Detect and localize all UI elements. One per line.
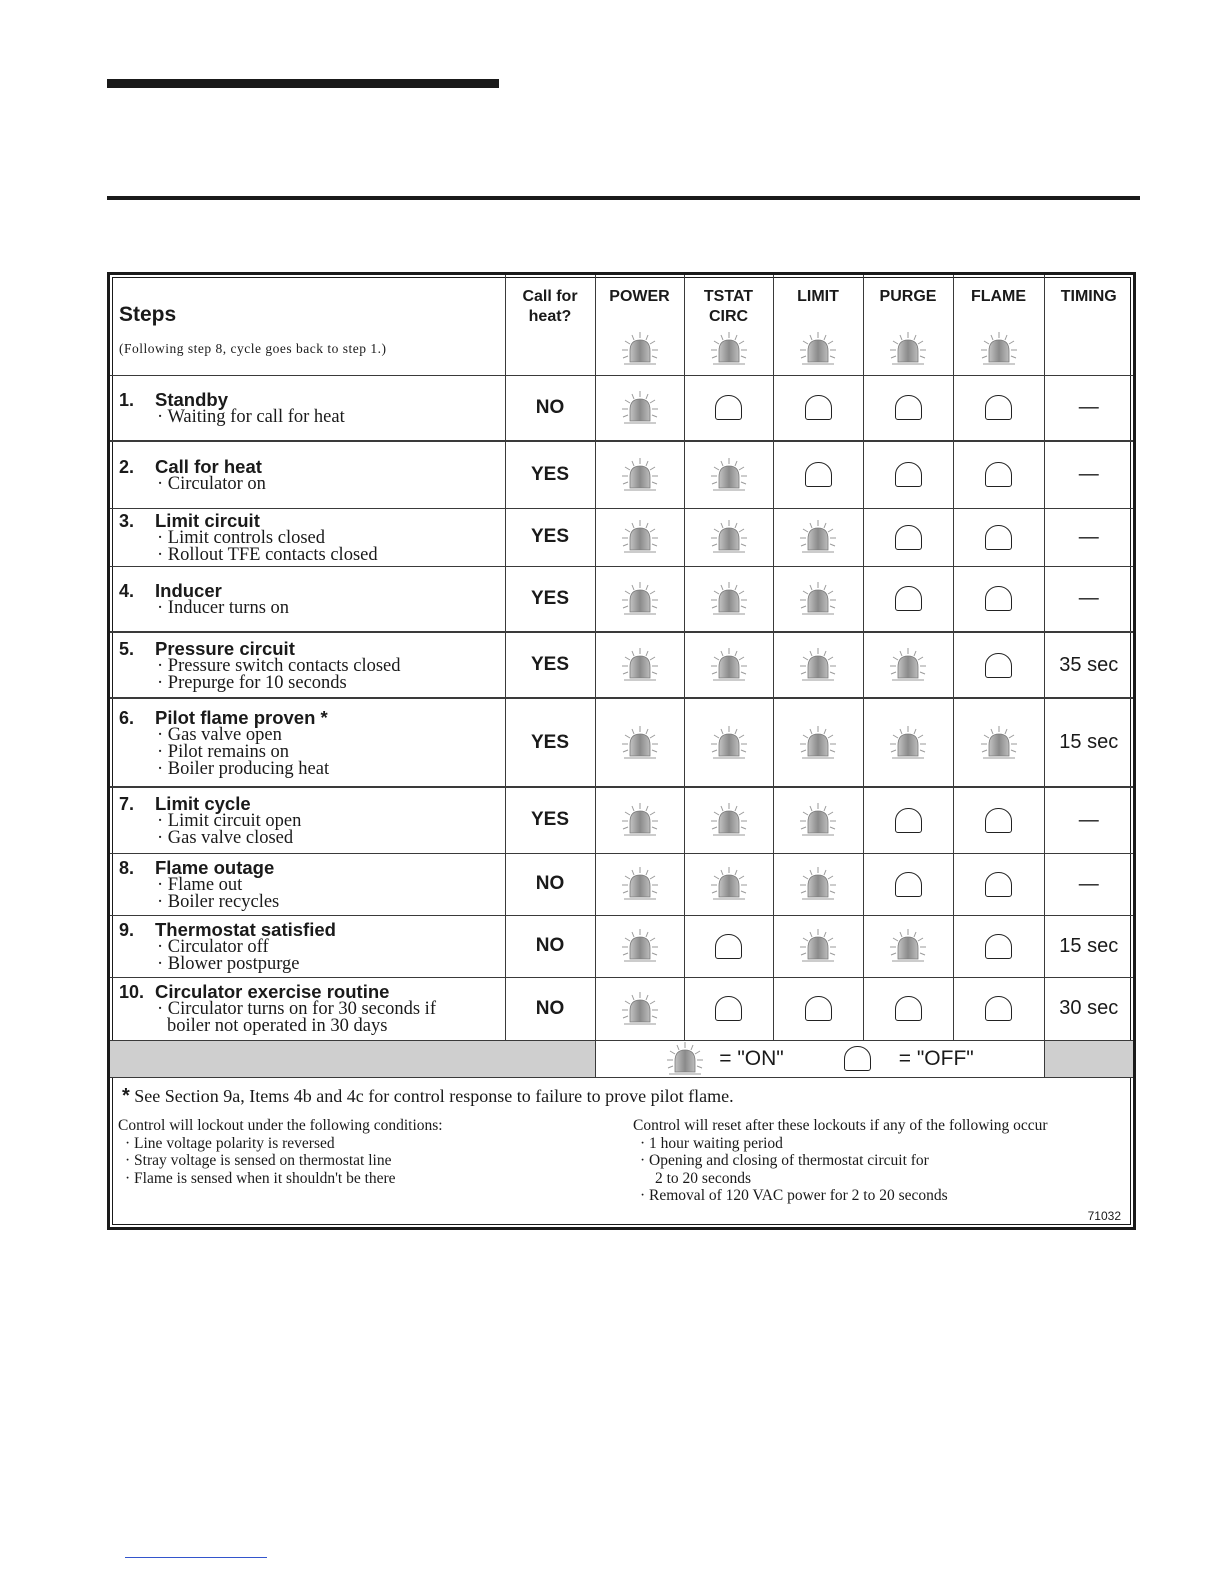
led-off-icon xyxy=(985,996,1012,1021)
step-bullet: boiler not operated in 30 days xyxy=(167,1016,388,1036)
step-cell xyxy=(110,698,505,787)
led-off-icon xyxy=(895,996,922,1021)
timing-value: 15 sec xyxy=(1044,915,1133,977)
lamp-power xyxy=(595,441,684,508)
reset-item: · Removal of 120 VAC power for 2 to 20 seconds xyxy=(640,1187,948,1204)
legend xyxy=(595,1040,1044,1077)
led-on-icon xyxy=(620,647,660,683)
lockout-item: · Stray voltage is sensed on thermostat line xyxy=(125,1152,392,1169)
col-limit xyxy=(773,275,863,375)
step-number: 1. xyxy=(119,389,135,410)
step-number: 9. xyxy=(119,919,135,940)
step-description xyxy=(110,708,505,778)
legend-off-label: = "OFF" xyxy=(898,1046,974,1070)
step-bullet: · Boiler producing heat xyxy=(157,758,330,779)
lamp-flame xyxy=(953,508,1044,566)
col-flame xyxy=(953,275,1044,375)
legend-spacer xyxy=(1044,1040,1133,1077)
lamp-limit xyxy=(773,508,863,566)
lamp-purge xyxy=(863,441,953,508)
timing-value: 30 sec xyxy=(1044,977,1133,1040)
lamp-limit xyxy=(773,977,863,1040)
lamp-tstat xyxy=(684,977,773,1040)
led-off-icon xyxy=(985,586,1012,611)
step-title: Circulator exercise routine xyxy=(155,981,390,1002)
led-off-icon xyxy=(985,872,1012,897)
pilot-footnote xyxy=(122,1085,1125,1108)
lamp-flame xyxy=(953,441,1044,508)
step-bullet: · Blower postpurge xyxy=(157,953,300,974)
col-call-for-heat xyxy=(505,275,595,375)
step-row xyxy=(110,915,1133,977)
reset-item: 2 to 20 seconds xyxy=(655,1169,752,1187)
step-number: 2. xyxy=(119,456,135,477)
lamp-power xyxy=(595,915,684,977)
led-on-icon xyxy=(620,519,660,555)
lamp-power xyxy=(595,977,684,1040)
led-on-icon xyxy=(979,331,1019,367)
led-on-icon xyxy=(798,866,838,902)
lamp-power xyxy=(595,566,684,632)
step-description xyxy=(110,511,505,564)
lamp-flame xyxy=(953,698,1044,787)
step-description xyxy=(110,858,505,911)
step-title: Limit cycle xyxy=(155,792,251,814)
lockout-item: · Flame is sensed when it shouldn't be there xyxy=(125,1169,396,1187)
step-cell xyxy=(110,441,505,508)
col-label: PURGE xyxy=(879,288,937,305)
step-number: 3. xyxy=(119,510,135,531)
lamp-limit xyxy=(773,566,863,632)
legend-on-icon xyxy=(665,1041,705,1077)
lamp-flame xyxy=(953,566,1044,632)
lamp-flame xyxy=(953,977,1044,1040)
col-label: FLAME xyxy=(970,288,1027,305)
step-cell xyxy=(110,508,505,566)
lamp-limit xyxy=(773,915,863,977)
led-off-icon xyxy=(985,525,1012,550)
led-on-icon xyxy=(888,331,928,367)
figure-id: 71032 xyxy=(1087,1209,1121,1223)
step-description xyxy=(110,581,505,617)
lockout-conditions xyxy=(118,1117,443,1187)
led-on-icon xyxy=(709,866,749,902)
timing-value: — xyxy=(1044,787,1133,853)
led-off-icon xyxy=(895,525,922,550)
led-on-icon xyxy=(620,928,660,964)
led-on-icon xyxy=(709,647,749,683)
lamp-flame xyxy=(953,375,1044,441)
col-label: TSTAT CIRC xyxy=(703,288,754,325)
col-tstat-circ xyxy=(684,275,773,375)
call-for-heat-value: YES xyxy=(505,698,595,787)
led-off-icon xyxy=(895,808,922,833)
bottom-link-underline xyxy=(125,1557,267,1558)
step-bullet: · Gas valve closed xyxy=(157,827,294,848)
led-on-icon xyxy=(798,581,838,617)
col-purge xyxy=(863,275,953,375)
step-description xyxy=(110,794,505,847)
led-on-icon xyxy=(888,647,928,683)
lamp-limit xyxy=(773,698,863,787)
steps-header-cell xyxy=(110,275,505,375)
lamp-limit xyxy=(773,853,863,915)
reset-item: · 1 hour waiting period xyxy=(640,1134,783,1152)
call-for-heat-value: YES xyxy=(505,632,595,698)
steps-title: Steps xyxy=(119,303,177,326)
led-on-icon xyxy=(620,331,660,367)
col-label: POWER xyxy=(609,288,670,305)
step-row xyxy=(110,787,1133,853)
led-off-icon xyxy=(895,586,922,611)
step-row xyxy=(110,977,1133,1040)
led-on-icon xyxy=(620,866,660,902)
step-number: 8. xyxy=(119,857,135,878)
lamp-purge xyxy=(863,508,953,566)
step-number: 7. xyxy=(119,793,135,814)
lamp-tstat xyxy=(684,632,773,698)
led-on-icon xyxy=(620,581,660,617)
call-for-heat-value: YES xyxy=(505,787,595,853)
lamp-flame xyxy=(953,853,1044,915)
led-off-icon xyxy=(715,996,742,1021)
led-on-icon xyxy=(620,725,660,761)
call-for-heat-value: NO xyxy=(505,915,595,977)
step-bullet: · Boiler recycles xyxy=(157,891,280,912)
lamp-tstat xyxy=(684,698,773,787)
reset-conditions xyxy=(633,1117,1048,1205)
timing-value: — xyxy=(1044,441,1133,508)
timing-value: — xyxy=(1044,508,1133,566)
col-timing xyxy=(1044,275,1133,375)
lamp-purge xyxy=(863,698,953,787)
led-on-icon xyxy=(798,725,838,761)
led-on-icon xyxy=(620,991,660,1027)
step-row xyxy=(110,508,1133,566)
lamp-power xyxy=(595,375,684,441)
sequence-table xyxy=(110,275,1133,1078)
led-on-icon xyxy=(709,331,749,367)
step-description xyxy=(110,457,505,493)
step-cell xyxy=(110,915,505,977)
led-on-icon xyxy=(979,725,1019,761)
led-off-icon xyxy=(715,934,742,959)
step-title: Flame outage xyxy=(155,856,275,878)
call-for-heat-value: YES xyxy=(505,566,595,632)
timing-value: 35 sec xyxy=(1044,632,1133,698)
notes-section xyxy=(118,1083,1125,1227)
step-bullet: · Limit controls closed xyxy=(157,527,326,548)
step-row xyxy=(110,632,1133,698)
step-bullet: · Circulator on xyxy=(157,473,266,494)
led-on-icon xyxy=(620,457,660,493)
lamp-purge xyxy=(863,787,953,853)
footnote-asterisk: * xyxy=(122,1085,130,1107)
step-row xyxy=(110,698,1133,787)
steps-note: (Following step 8, cycle goes back to step 1.) xyxy=(119,341,387,356)
footnote-text: See Section 9a, Items 4b and 4c for control response to failure to prove pilot flame. xyxy=(134,1086,734,1106)
lamp-limit xyxy=(773,441,863,508)
step-bullet: · Inducer turns on xyxy=(157,597,290,618)
step-bullet: · Limit circuit open xyxy=(157,810,302,831)
led-on-icon xyxy=(709,725,749,761)
lamp-power xyxy=(595,853,684,915)
step-title: Call for heat xyxy=(155,455,262,477)
lamp-purge xyxy=(863,566,953,632)
lamp-power xyxy=(595,632,684,698)
legend-off-icon xyxy=(844,1046,871,1071)
step-cell xyxy=(110,375,505,441)
legend-on-label: = "ON" xyxy=(719,1046,784,1070)
lamp-limit xyxy=(773,787,863,853)
step-number: 6. xyxy=(119,707,135,728)
header-row xyxy=(110,275,1133,375)
step-bullet: · Circulator turns on for 30 seconds if xyxy=(157,999,436,1019)
led-on-icon xyxy=(888,928,928,964)
timing-value: — xyxy=(1044,853,1133,915)
call-for-heat-value: NO xyxy=(505,375,595,441)
led-on-icon xyxy=(798,928,838,964)
step-title: Standby xyxy=(155,388,228,410)
led-off-icon xyxy=(895,395,922,420)
led-off-icon xyxy=(985,934,1012,959)
led-off-icon xyxy=(715,395,742,420)
call-for-heat-value: NO xyxy=(505,977,595,1040)
lamp-power xyxy=(595,698,684,787)
lamp-flame xyxy=(953,915,1044,977)
step-cell xyxy=(110,566,505,632)
step-title: Thermostat satisfied xyxy=(155,918,336,940)
led-off-icon xyxy=(895,462,922,487)
lamp-flame xyxy=(953,632,1044,698)
step-title: Pilot flame proven * xyxy=(155,706,328,728)
col-power xyxy=(595,275,684,375)
led-off-icon xyxy=(805,996,832,1021)
led-on-icon xyxy=(709,802,749,838)
lamp-tstat xyxy=(684,508,773,566)
step-bullet: · Pilot remains on xyxy=(157,741,290,762)
lamp-purge xyxy=(863,977,953,1040)
timing-value: 15 sec xyxy=(1044,698,1133,787)
step-row xyxy=(110,566,1133,632)
led-off-icon xyxy=(985,808,1012,833)
led-off-icon xyxy=(985,462,1012,487)
lockout-heading: Control will lockout under the following conditions: xyxy=(118,1117,443,1134)
step-number: 4. xyxy=(119,580,135,601)
step-cell xyxy=(110,787,505,853)
step-row xyxy=(110,853,1133,915)
timing-value: — xyxy=(1044,375,1133,441)
led-off-icon xyxy=(895,872,922,897)
step-description xyxy=(110,390,505,426)
call-for-heat-value: YES xyxy=(505,508,595,566)
lamp-limit xyxy=(773,375,863,441)
legend-spacer xyxy=(110,1040,595,1077)
lamp-flame xyxy=(953,787,1044,853)
col-label: Call for heat? xyxy=(522,288,578,325)
step-bullet: · Gas valve open xyxy=(157,724,282,745)
lamp-purge xyxy=(863,632,953,698)
lamp-power xyxy=(595,787,684,853)
step-title: Inducer xyxy=(155,579,222,601)
step-row xyxy=(110,375,1133,441)
step-bullet: · Waiting for call for heat xyxy=(157,406,345,427)
lamp-limit xyxy=(773,632,863,698)
col-label: TIMING xyxy=(1060,288,1117,305)
step-cell xyxy=(110,632,505,698)
lamp-tstat xyxy=(684,566,773,632)
step-cell xyxy=(110,977,505,1040)
lamp-purge xyxy=(863,915,953,977)
led-on-icon xyxy=(798,331,838,367)
call-for-heat-value: NO xyxy=(505,853,595,915)
lockout-item: · Line voltage polarity is reversed xyxy=(125,1134,335,1152)
step-bullet: · Prepurge for 10 seconds xyxy=(157,672,347,693)
step-bullet: · Circulator off xyxy=(157,936,269,957)
lamp-tstat xyxy=(684,853,773,915)
lamp-tstat xyxy=(684,787,773,853)
led-on-icon xyxy=(798,519,838,555)
step-bullet: · Pressure switch contacts closed xyxy=(157,655,401,676)
lamp-tstat xyxy=(684,375,773,441)
step-title: Limit circuit xyxy=(155,509,260,531)
step-row xyxy=(110,441,1133,508)
led-off-icon xyxy=(985,395,1012,420)
led-on-icon xyxy=(620,802,660,838)
lamp-purge xyxy=(863,375,953,441)
call-for-heat-value: YES xyxy=(505,441,595,508)
header-bar xyxy=(107,79,499,88)
led-on-icon xyxy=(709,519,749,555)
led-on-icon xyxy=(709,581,749,617)
lamp-power xyxy=(595,508,684,566)
led-on-icon xyxy=(620,390,660,426)
step-bullet: · Flame out xyxy=(157,874,243,895)
lamp-tstat xyxy=(684,915,773,977)
step-cell xyxy=(110,853,505,915)
step-title: Pressure circuit xyxy=(155,637,295,659)
lamp-purge xyxy=(863,853,953,915)
led-on-icon xyxy=(709,457,749,493)
step-number: 10. xyxy=(119,982,145,1002)
reset-item: · Opening and closing of thermostat circuit for xyxy=(640,1152,929,1169)
reset-heading: Control will reset after these lockouts if any of the following occur xyxy=(633,1117,1048,1134)
legend-row xyxy=(110,1040,1133,1077)
step-description xyxy=(110,920,505,973)
step-bullet: · Rollout TFE contacts closed xyxy=(157,544,378,565)
step-description xyxy=(110,639,505,692)
led-off-icon xyxy=(805,395,832,420)
sequence-chart xyxy=(107,272,1136,1230)
led-on-icon xyxy=(798,802,838,838)
step-number: 5. xyxy=(119,638,135,659)
timing-value: — xyxy=(1044,566,1133,632)
lamp-tstat xyxy=(684,441,773,508)
led-on-icon xyxy=(798,647,838,683)
section-rule xyxy=(107,196,1140,200)
led-on-icon xyxy=(888,725,928,761)
step-description xyxy=(110,982,505,1035)
col-label: LIMIT xyxy=(797,288,839,305)
led-off-icon xyxy=(985,653,1012,678)
led-off-icon xyxy=(805,462,832,487)
